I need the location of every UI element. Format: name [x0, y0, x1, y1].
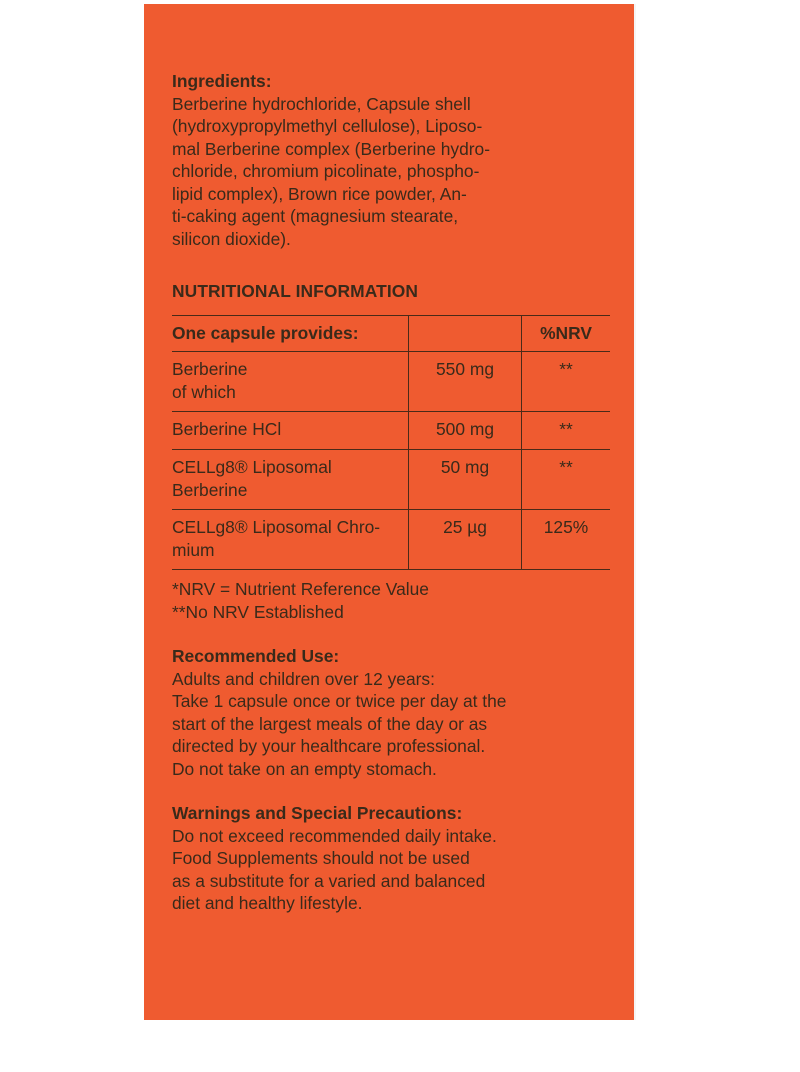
nutrient-amount: 25 µg	[409, 510, 522, 570]
nutrition-table	[172, 315, 610, 571]
ingredients-heading: Ingredients:	[172, 71, 272, 91]
table-row	[172, 450, 610, 510]
warnings-line: as a substitute for a varied and balanced	[172, 870, 486, 891]
ingredients-line: mal Berberine complex (Berberine hydro-	[172, 138, 490, 159]
label-content	[172, 70, 628, 915]
header-amount	[409, 315, 522, 352]
warnings-section	[172, 802, 628, 915]
nutrient-nrv: **	[522, 352, 611, 412]
nutrient-nrv: **	[522, 412, 611, 450]
header-provides: One capsule provides:	[172, 315, 409, 352]
nutrition-title: NUTRITIONAL INFORMATION	[172, 281, 419, 301]
nutrition-header-row	[172, 315, 610, 352]
ingredients-line: silicon dioxide).	[172, 228, 291, 249]
nutrient-name-line: Berberine	[172, 479, 248, 500]
ingredients-text	[172, 93, 628, 251]
nutrient-name-line: CELLg8® Liposomal Chro-	[172, 517, 381, 537]
table-row	[172, 510, 610, 570]
nutrient-name-line: Berberine HCl	[172, 419, 282, 439]
nutrient-name	[172, 412, 409, 450]
recommended-use-line: directed by your healthcare professional.	[172, 736, 486, 756]
recommended-use-line: Do not take on an empty stomach.	[172, 758, 437, 779]
nutrient-amount: 550 mg	[409, 352, 522, 412]
warnings-line: Do not exceed recommended daily intake.	[172, 825, 497, 846]
ingredients-line: (hydroxypropylmethyl cellulose), Liposo-	[172, 116, 483, 136]
nutrition-footnotes	[172, 578, 628, 623]
nutrient-amount: 50 mg	[409, 450, 522, 510]
nutrient-name-line: CELLg8® Liposomal	[172, 457, 332, 477]
table-row	[172, 412, 610, 450]
nutrient-name-line: Berberine	[172, 359, 248, 379]
warnings-heading: Warnings and Special Precautions:	[172, 803, 463, 823]
nutrient-name	[172, 510, 409, 570]
nutrient-nrv: 125%	[522, 510, 611, 570]
ingredients-line: lipid complex), Brown rice powder, An-	[172, 183, 467, 204]
nutrient-name	[172, 450, 409, 510]
nutrient-nrv: **	[522, 450, 611, 510]
table-row	[172, 352, 610, 412]
nutrient-amount: 500 mg	[409, 412, 522, 450]
ingredients-line: Berberine hydrochloride, Capsule shell	[172, 93, 471, 114]
nutrient-name-line: mium	[172, 539, 215, 560]
recommended-use-line: start of the largest meals of the day or as	[172, 713, 488, 734]
nutrient-name-line: of which	[172, 381, 236, 402]
recommended-use-line: Adults and children over 12 years:	[172, 668, 435, 689]
label-panel	[144, 4, 634, 1020]
recommended-use-section	[172, 645, 628, 780]
ingredients-line: chloride, chromium picolinate, phospho-	[172, 161, 480, 181]
warnings-line: diet and healthy lifestyle.	[172, 893, 363, 913]
warnings-line: Food Supplements should not be used	[172, 848, 470, 868]
footnote-no-nrv: **No NRV Established	[172, 601, 344, 622]
ingredients-line: ti-caking agent (magnesium stearate,	[172, 206, 459, 226]
recommended-use-heading: Recommended Use:	[172, 646, 340, 666]
recommended-use-line: Take 1 capsule once or twice per day at the	[172, 691, 507, 711]
header-nrv: %NRV	[522, 315, 611, 352]
footnote-nrv: *NRV = Nutrient Reference Value	[172, 579, 429, 599]
nutrient-name	[172, 352, 409, 412]
